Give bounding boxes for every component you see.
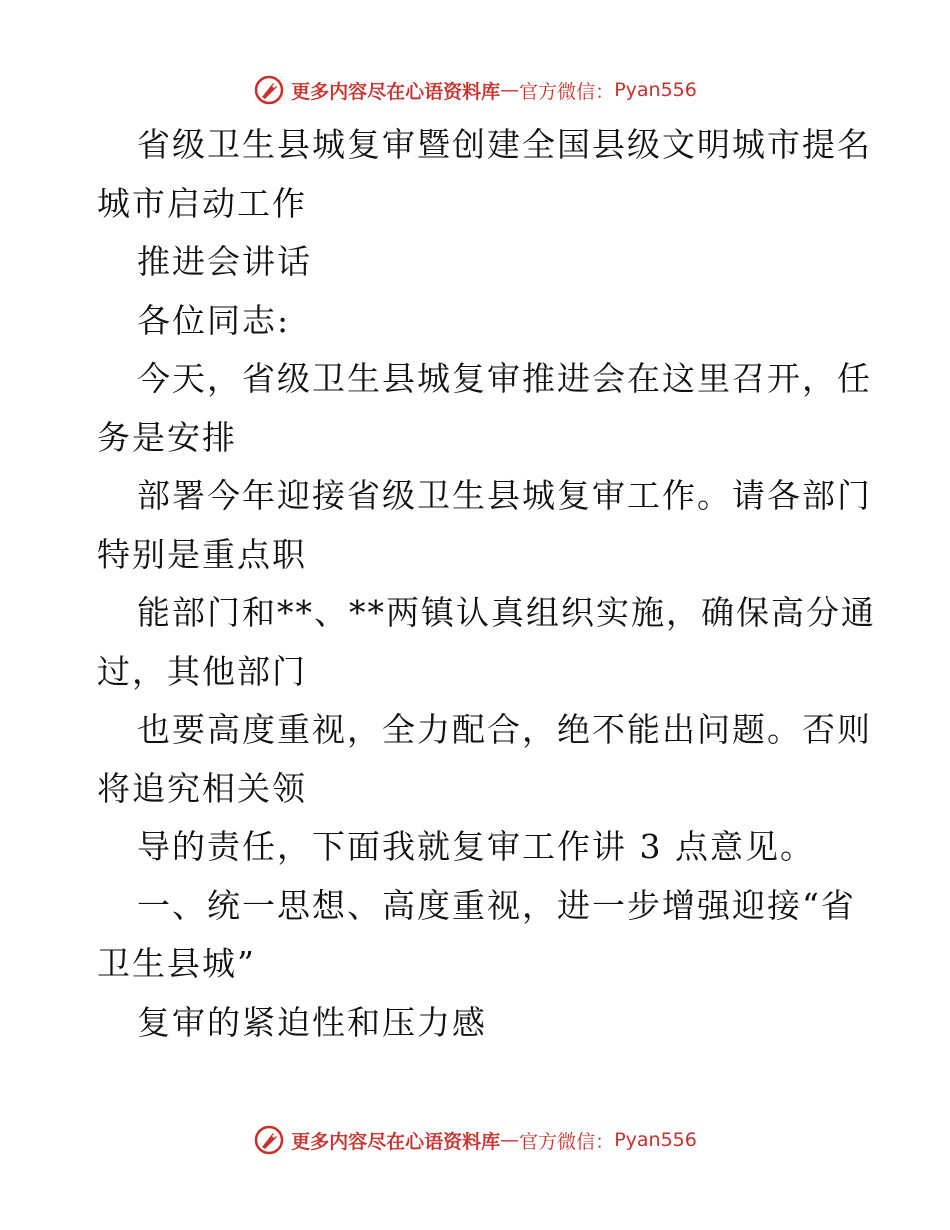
banner-wechat-label: 官方微信： [519, 1130, 615, 1153]
document-line: 过，其他部门 [97, 651, 307, 691]
document-line: 今天，省级卫生县城复审推进会在这里召开，任 [137, 359, 872, 398]
banner-brand-text: 更多内容尽在心语资料库 [291, 80, 501, 103]
document-body [97, 116, 876, 1052]
document-line: 复审的紧迫性和压力感 [137, 1002, 487, 1042]
document-line: 各位同志: [137, 300, 291, 340]
header-watermark-banner [0, 70, 950, 110]
document-line: 卫生县城” [97, 944, 256, 983]
document-line: 也要高度重视，全力配合，绝不能出问题。否则 [137, 710, 872, 749]
document-line: 部署今年迎接省级卫生县城复审工作。请各部门 [137, 476, 872, 515]
banner-brand-text: 更多内容尽在心语资料库 [291, 1130, 501, 1153]
document-line: 导的责任，下面我就复审工作讲 3 点意见。 [137, 827, 815, 866]
banner-account-id: Pyan556 [614, 79, 697, 101]
document-line: 推进会讲话 [137, 242, 312, 281]
document-line: 特别是重点职 [97, 534, 307, 574]
document-line: 务是安排 [97, 417, 237, 457]
document-line: 城市启动工作 [97, 183, 307, 223]
banner-separator: — [500, 1129, 520, 1151]
banner-account-id: Pyan556 [614, 1129, 697, 1151]
banner-separator: — [500, 79, 520, 101]
pen-nib-logo-icon [253, 74, 285, 106]
banner-wechat-label: 官方微信： [519, 80, 615, 103]
document-line: 一、统一思想、高度重视，进一步增强迎接“省 [137, 885, 856, 925]
pen-nib-logo-icon [253, 1124, 285, 1156]
document-line: 能部门和**、**两镇认真组织实施，确保高分通 [137, 593, 876, 632]
document-line: 省级卫生县城复审暨创建全国县级文明城市提名 [137, 125, 872, 164]
document-line: 将追究相关领 [97, 768, 307, 808]
footer-watermark-banner [0, 1120, 950, 1160]
